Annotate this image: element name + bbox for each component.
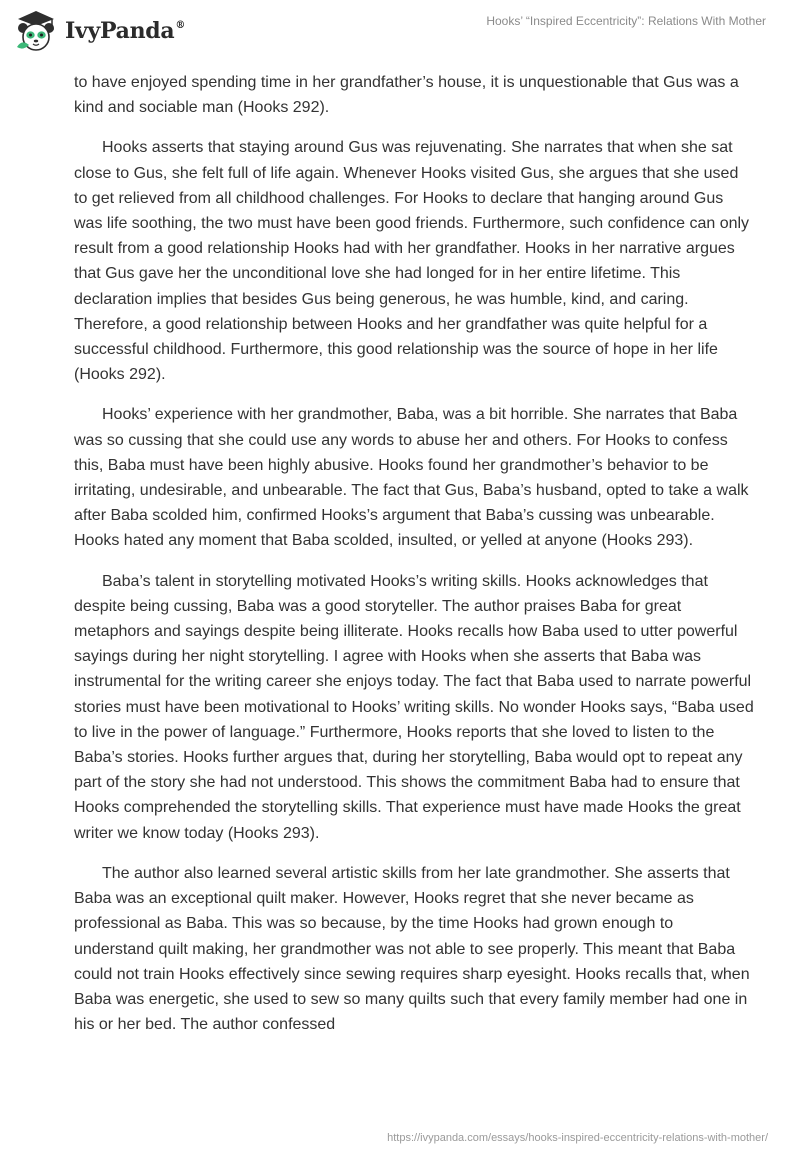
page-header [0,0,800,62]
brand-name: IvyPanda® [65,18,186,44]
brand-logo[interactable] [14,9,185,53]
paragraph-5: The author also learned several artistic skills from her late grandmother. She asserts that Baba was an exceptional quilt maker. However, Hooks regret that she never became as professional as Baba. This was so because, by the time Hooks had grown enough to understand quilt making, her grandmother was not able to see properly. This meant that Baba could not train Hooks effectively since sewing requires sharp eyesight. Hooks recalls that, when Baba was energetic, she used to sew so many quilts such that every family member had one in his or her bed. The author confessed [74,864,750,1034]
source-url[interactable]: https://ivypanda.com/essays/hooks-inspired-eccentricity-relations-with-mother/ [387,1132,768,1144]
paragraph-2: Hooks asserts that staying around Gus was rejuvenating. She narrates that when she sat close to Gus, she felt full of life again. Whenever Hooks visited Gus, she argues that she used to get relieved from all childhood challenges. For Hooks to declare that hanging around Gus was life soothing, the two must have been good friends. Furthermore, such confidence can only result from a good relationship Hooks had with her grandfather. Hooks in her narrative argues that Gus gave her the unconditional love she had longed for in her entire lifetime. This declaration implies that besides Gus being generous, he was humble, kind, and caring. Therefore, a good relationship between Hooks and her grandfather was quite helpful for a successful childhood. Furthermore, this good relationship was the source of hope in her life (Hooks 292). [74,139,750,384]
paragraph-1: to have enjoyed spending time in her grandfather’s house, it is unquestionable that Gus was a kind and sociable man (Hooks 292). [74,74,739,117]
essay-body [74,70,754,1052]
panda-graduate-icon [14,9,58,53]
document-title: Hooks’ “Inspired Eccentricity”: Relations With Mother [486,14,766,28]
paragraph-3: Hooks’ experience with her grandmother, Baba, was a bit horrible. She narrates that Baba was so cussing that she could use any words to abuse her and others. For Hooks to confess this, Baba must have been highly abusive. Hooks found her grandmother’s behavior to be irritating, undesirable, and unbearable. The fact that Gus, Baba’s husband, opted to take a walk after Baba scolded him, confirmed Hooks’s argument that Baba’s cussing was unbearable. Hooks hated any moment that Baba scolded, insulted, or yelled at anyone (Hooks 293). [74,406,749,550]
paragraph-4: Baba’s talent in storytelling motivated Hooks’s writing skills. Hooks acknowledges that despite being cussing, Baba was a good storyteller. The author praises Baba for great metaphors and sayings despite being illiterate. Hooks recalls how Baba used to utter powerful sayings during her night storytelling. I agree with Hooks when she asserts that Baba was instrumental for the writing career she enjoys today. The fact that Baba used to narrate powerful stories must have been motivational to Hooks’ writing skills. No wonder Hooks says, “Baba used to live in the power of language.” Furthermore, Hooks reports that she loved to listen to the Baba’s stories. Hooks further argues that, during her storytelling, Baba would opt to repeat any part of the story she had not understood. This shows the commitment Baba had to ensure that Hooks comprehended the storytelling skills. That experience must have made Hooks the great writer we know today (Hooks 293). [74,572,754,842]
